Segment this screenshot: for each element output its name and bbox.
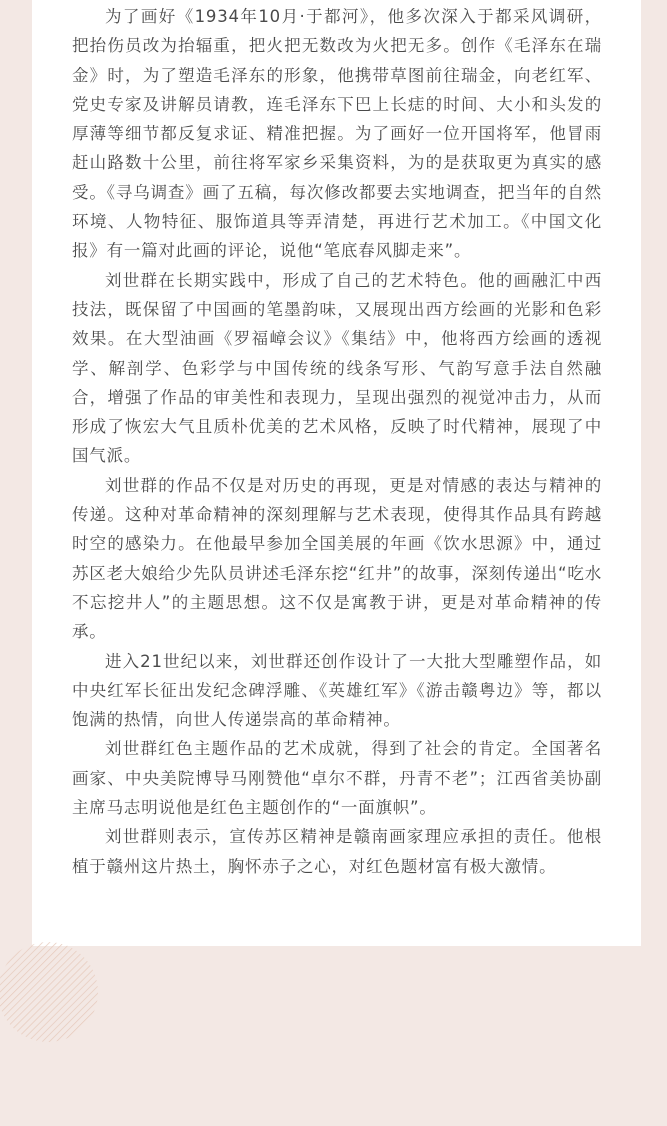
article-card (32, 0, 641, 946)
paragraph: 刘世群红色主题作品的艺术成就，得到了社会的肯定。全国著名画家、中央美院博导马刚赞他“卓尔不群，丹青不老”；江西省美协副主席马志明说他是红色主题创作的“一面旗帜”。 (72, 739, 602, 818)
paragraph: 刘世群的作品不仅是对历史的再现，更是对情感的表达与精神的传递。这种对革命精神的深刻理解与艺术表现，使得其作品具有跨越时空的感染力。在他最早参加全国美展的年画《饮水思源》中，通过苏区老大娘给少先队员讲述毛泽东挖“红井”的故事，深刻传递出“吃水不忘挖井人”的主题思想。这不仅是寓教于讲，更是对革命精神的传承。 (72, 475, 602, 642)
striped-circle-decoration (0, 942, 110, 1052)
paragraph: 刘世群则表示，宣传苏区精神是赣南画家理应承担的责任。他根植于赣州这片热土，胸怀赤子之心，对红色题材富有极大激情。 (72, 827, 602, 876)
article-body (72, 0, 602, 881)
paragraph: 为了画好《1934年10月·于都河》，他多次深入于都采风调研，把抬伤员改为抬辐重，把火把无数改为火把无多。创作《毛泽东在瑞金》时，为了塑造毛泽东的形象，他携带草图前往瑞金，向老红军、党史专家及讲解员请教，连毛泽东下巴上长痣的时间、大小和头发的厚薄等细节都反复求证、精准把握。为了画好一位开国将军，他冒雨赶山路数十公里，前往将军家乡采集资料，为的是获取更为真实的感受。《寻乌调查》画了五稿，每次修改都要去实地调查，把当年的自然环境、人物特征、服饰道具等弄清楚，再进行艺术加工。《中国文化报》有一篇对此画的评论，说他“笔底春风脚走来”。 (72, 7, 602, 261)
paragraph: 刘世群在长期实践中，形成了自己的艺术特色。他的画融汇中西技法，既保留了中国画的笔墨韵味，又展现出西方绘画的光影和色彩效果。在大型油画《罗福嶂会议》《集结》中，他将西方绘画的透视学、解剖学、色彩学与中国传统的线条写形、气韵写意手法自然融合，增强了作品的审美性和表现力，呈现出强烈的视觉冲击力，从而形成了恢宏大气且质朴优美的艺术风格，反映了时代精神，展现了中国气派。 (72, 270, 602, 466)
paragraph: 进入21世纪以来，刘世群还创作设计了一大批大型雕塑作品，如中央红军长征出发纪念碑浮雕、《英雄红军》《游击赣粤边》等，都以饱满的热情，向世人传递崇高的革命精神。 (72, 651, 602, 730)
